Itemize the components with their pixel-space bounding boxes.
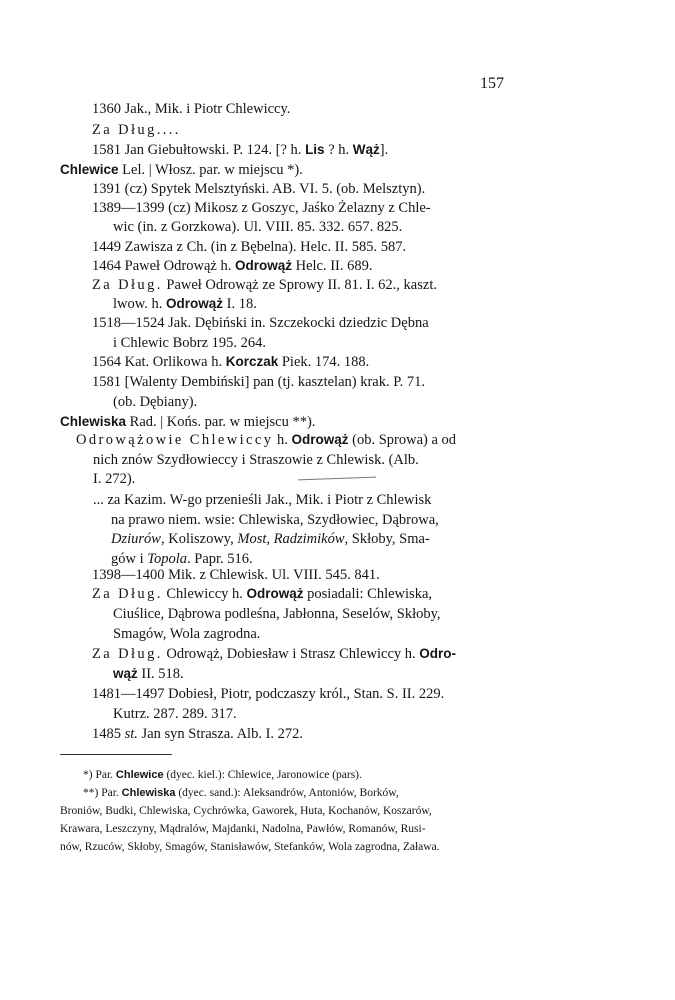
body-line [113,605,441,623]
body-line [92,141,388,159]
text-span: (dyec. kiel.): Chlewice, Jaronowice (pars). [163,769,362,781]
bold-text: Odrowąż [234,258,292,273]
footnote-line [60,840,440,854]
footnote-line [83,786,399,800]
body-line [113,625,260,643]
text-span: 1398—1400 Mik. z Chlewisk. Ul. VIII. 545. 841. [92,567,380,583]
spaced-text: Za Dług. [92,646,163,662]
bold-text: Odro- [419,646,457,661]
text-span: i Chlewic Bobrz 195. 264. [113,335,267,351]
text-span: Paweł Odrowąż ze Sprowy II. 81. I. 62., kaszt. [162,277,437,293]
body-line [92,257,373,275]
text-span: Smagów, Wola zagrodna. [113,626,261,642]
italic-text: Most [237,531,267,547]
text-span: (dyec. sand.): Aleksandrów, Antoniów, Borków, [175,787,399,799]
text-span: 1389—1399 (cz) Mikosz z Goszyc, Jaśko Żelazny z Chle- [92,200,431,216]
text-span: ... za Kazim. W-go przenieśli Jak., Mik. i Piotr z Chlewisk [93,492,432,508]
text-span: ]. [379,142,389,158]
body-line [92,373,425,391]
text-span: I. 272). [93,471,136,487]
text-span: gów i [111,551,148,567]
text-span: Odrowąż, Dobiesław i Strasz Chlewiccy h. [162,646,420,662]
body-line [93,491,431,509]
text-span: 1581 [Walenty Dembiński] pan (tj. kasztelan) krak. P. 71. [92,374,426,390]
body-line [60,161,303,179]
body-line [92,585,432,603]
text-span: Krawara, Leszczyny, Mądralów, Majdanki, Nadolna, Pawłów, Romanów, Rusi- [60,823,426,835]
text-span: I. 18. [223,296,257,312]
bold-text: Chlewiska [60,414,127,429]
body-line [113,334,266,352]
body-line [113,295,257,313]
spaced-text: Za Dług. [92,586,163,602]
text-span: 1564 Kat. Orlikowa h. [92,354,226,370]
text-span: h. [273,432,292,448]
text-span: Jan syn Strasza. Alb. I. 272. [137,726,304,742]
body-line [113,393,197,411]
text-span: , Skłoby, Sma- [344,531,430,547]
body-line [93,470,135,488]
italic-text: st. [124,726,138,742]
page-number: 157 [480,75,504,92]
text-span: ? h. [324,142,353,158]
body-line [113,218,402,236]
body-line [76,431,456,449]
footnote-line [60,804,432,818]
text-span: 1581 Jan Giebułtowski. P. 124. [? h. [92,142,306,158]
spaced-text: Odrowążowie Chlewiccy [76,432,274,448]
body-line [92,276,437,294]
body-line [92,238,406,256]
body-line [111,530,430,548]
text-span: Ciuślice, Dąbrowa podleśna, Jabłonna, Seselów, Skłoby, [113,606,441,622]
text-span: *) Par. [83,769,116,781]
bold-text: Chlewice [115,769,164,781]
body-line [92,645,456,663]
text-span: , Koliszowy, [160,531,238,547]
text-span: 1485 [92,726,125,742]
body-line [60,413,315,431]
body-line [92,566,380,584]
body-line [113,665,184,683]
bold-text: wąż [113,666,138,681]
text-span: , [266,531,274,547]
bold-text: Korczak [225,354,279,369]
text-span: . Papr. 516. [187,551,253,567]
body-line [111,511,439,529]
body-line [92,100,290,118]
text-span: 1518—1524 Jak. Dębiński in. Szczekocki dziedzic Dębna [92,315,429,331]
text-span: lwow. h. [113,296,167,312]
text-span: Kutrz. 287. 289. 317. [113,706,237,722]
text-span: na prawo niem. wsie: Chlewiska, Szydłowiec, Dąbrowa, [111,512,439,528]
text-span: Lel. | Włosz. par. w miejscu *). [118,162,303,178]
text-span: (ob. Dębiany). [113,394,198,410]
text-span: Helc. II. 689. [291,258,373,274]
text-span: **) Par. [83,787,122,799]
italic-text: Radzimików [273,531,345,547]
text-span: 1391 (cz) Spytek Melsztyński. AB. VI. 5. (ob. Melsztyn). [92,181,426,197]
body-line [92,121,181,139]
pen-mark [298,477,376,481]
bold-text: Chlewice [60,162,119,177]
text-span: 1464 Paweł Odrowąż h. [92,258,235,274]
bold-text: Odrowąż [246,586,304,601]
italic-text: Dziurów [111,531,161,547]
text-span: nich znów Szydłowieccy i Straszowie z Chlewisk. (Alb. [93,452,419,468]
bold-text: Lis [305,142,325,157]
text-span: II. 518. [137,666,184,682]
bold-text: Chlewiska [121,787,176,799]
body-line [92,314,429,332]
body-line [92,199,431,217]
body-line [92,180,425,198]
body-line [92,685,444,703]
bold-text: Odrowąż [166,296,224,311]
footnote-line [60,822,426,836]
text-span: 1360 Jak., Mik. i Piotr Chlewiccy. [92,101,291,117]
body-line [92,353,369,371]
text-span: Piek. 174. 188. [278,354,370,370]
text-span: Chlewiccy h. [162,586,247,602]
spaced-text: Za Dług. [92,277,163,293]
text-span: Rad. | Końs. par. w miejscu **). [126,414,316,430]
spaced-text: Za Dług.... [92,122,181,138]
text-span: posiadali: Chlewiska, [303,586,432,602]
body-line [92,725,303,743]
bold-text: Odrowąż [291,432,349,447]
text-span: 1449 Zawisza z Ch. (in z Bębelna). Helc. II. 585. 587. [92,239,407,255]
text-span: wic (in. z Gorzkowa). Ul. VIII. 85. 332. 657. 825. [113,219,403,235]
text-span: Broniów, Budki, Chlewiska, Cychrówka, Gaworek, Huta, Kochanów, Koszarów, [60,805,432,817]
italic-text: Topola [147,551,188,567]
bold-text: Wąż [352,142,380,157]
text-span: (ob. Sprowa) a od [348,432,457,448]
footnote-line [83,768,362,782]
footnote-divider [60,754,172,755]
text-span: nów, Rzuców, Skłoby, Smagów, Stanisławów, Stefanków, Wola zagrodna, Zaława. [60,841,440,853]
body-line [93,451,419,469]
body-line [113,705,237,723]
text-span: 1481—1497 Dobiesł, Piotr, podczaszy król., Stan. S. II. 229. [92,686,445,702]
